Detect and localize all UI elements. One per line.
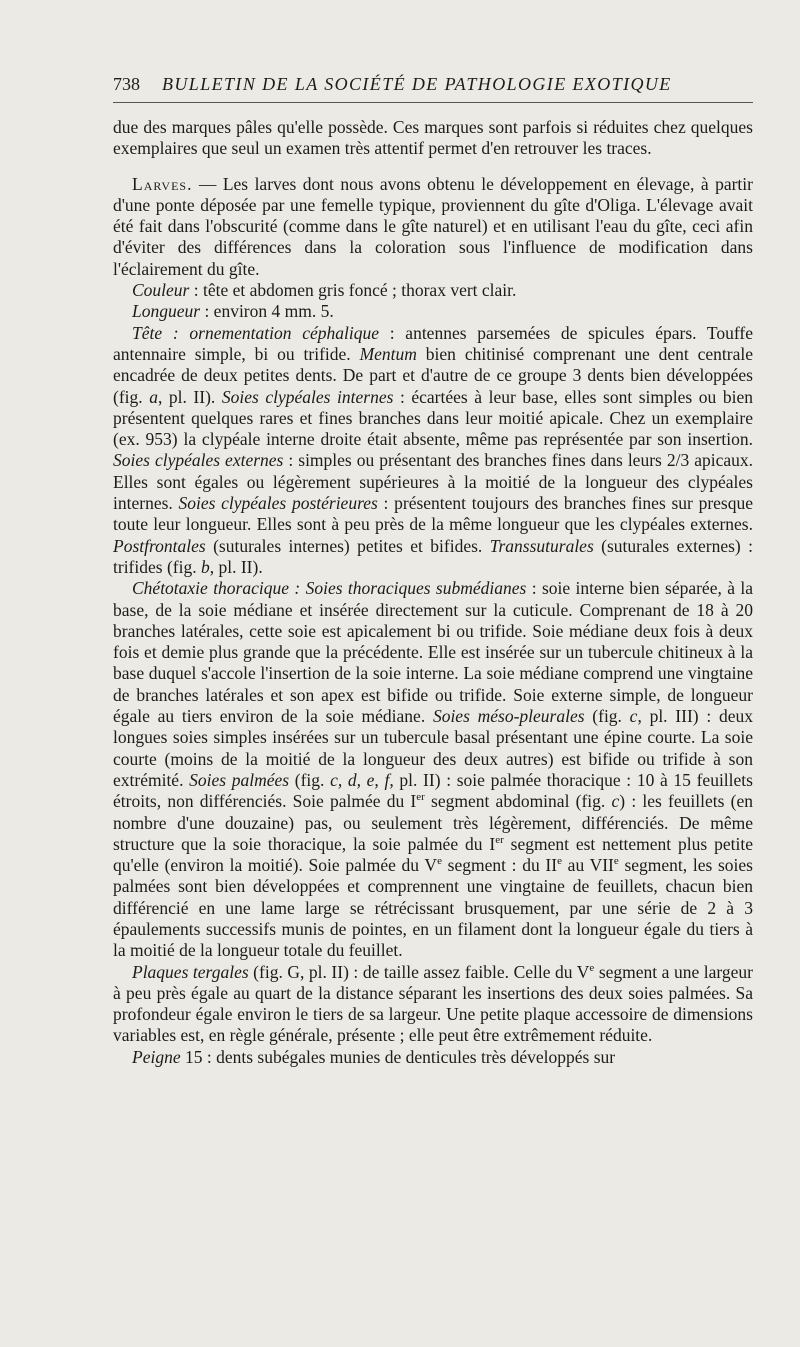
paragraph-continuation: due des marques pâles qu'elle possède. Ces marques sont parfois si réduites chez quelques exemplaires que seul un examen très attentif permet d'en retrouver les traces. [113, 117, 753, 159]
running-header [113, 74, 753, 95]
section-lead-larves: Larves. [132, 173, 193, 194]
paragraph-longueur: Longueur : environ 4 mm. 5. [132, 301, 334, 322]
page-number: 738 [113, 74, 140, 94]
article-body [113, 117, 753, 1068]
paragraph-peigne: Peigne 15 : dents subégales munies de denticules très développés sur [132, 1046, 616, 1067]
paragraph-tete: Tête : ornementation céphalique : antennes parsemées de spicules épars. Touffe antennaire simple, bi ou trifide. Mentum bien chitinisé comprenant une dent centrale encadrée de deux petites dents. De part et d'autre de ce groupe 3 dents bien développées (fig. a, pl. II). Soies clypéales internes : écartées à leur base, elles sont simples ou bien présentent quelques rares et fines branches dans leur moitié apicale. Chez un exemplaire (ex. 953) la clypéale interne droite était absente, même pas représentée par son insertion. Soies clypéales externes : simples ou présentant des branches fines dans leurs 2/3 apicaux. Elles sont égales ou légèrement supérieures à la moitié de la longueur des clypéales internes. Soies clypéales postérieures : présentent toujours des branches fines sur presque toute leur longueur. Elles sont à peu près de la même longueur que les clypéales externes. Postfrontales (suturales internes) petites et bifides. Transsuturales (suturales externes) : trifides (fig. b, pl. II). [113, 322, 754, 577]
header-rule [113, 102, 753, 103]
paragraph-chetotaxie: Chétotaxie thoracique : Soies thoraciques submédianes : soie interne bien séparée, à la base, de la soie médiane et insérée directement sur la cuticule. Comprenant de 18 à 20 branches latérales, cette soie est apicalement bi ou trifide. Soie médiane deux fois à deux fois et demie plus grande que la précédente. Elle est insérée sur un tubercule chitineux à la base duquel s'accole l'insertion de la soie interne. La soie médiane comprend une vingtaine de branches latérales et son apex est bifide ou trifide. Soie externe simple, de longueur égale au tiers environ de la soie médiane. Soies méso-pleurales (fig. c, pl. III) : deux longues soies simples insérées sur un tubercule basal présentant une épine courte. La soie courte (moins de la moitié de la longueur des deux autres) est bifide ou trifide à son extrémité. Soies palmées (fig. c, d, e, f, pl. II) : soie palmée thoracique : 10 à 15 feuillets étroits, non différenciés. Soie palmée du Ier segment abdominal (fig. c) : les feuillets (en nombre d'une douzaine) pas, ou seulement très légèrement, différenciés. De même structure que la soie thoracique, la soie palmée du Ier segment est nettement plus petite qu'elle (environ la moitié). Soie palmée du Ve segment : du IIe au VIIe segment, les soies palmées sont bien développées et comprennent une vingtaine de feuillets, chacun bien différencié en une lame large se rétrécissant brusquement, par une série de 2 à 3 épaulements successifs munis de pointes, en un filament dont la longueur égale du tiers à la moitié de la longueur totale du feuillet. [113, 578, 754, 961]
paragraph-plaques-tergales: Plaques tergales (fig. G, pl. II) : de taille assez faible. Celle du Ve segment a une largeur à peu près égale au quart de la distance séparant les insertions des deux soies palmées. Sa profondeur égale environ le tiers de sa largeur. Une petite plaque accessoire de dimensions variables est, en règle générale, présente ; elle peut être extrêmement réduite. [113, 961, 753, 1046]
paragraph-larves: Larves. — Les larves dont nous avons obtenu le développement en élevage, à partir d'une ponte déposée par une femelle typique, proviennent du gîte d'Oliga. L'élevage avait été fait dans l'obscurité (comme dans le gîte naturel) et en utilisant l'eau du gîte, ceci afin d'éviter des différences dans la coloration sous l'influence de modification dans l'éclairement du gîte. [113, 173, 753, 279]
paragraph-couleur: Couleur : tête et abdomen gris foncé ; thorax vert clair. [132, 280, 517, 301]
journal-title: BULLETIN DE LA SOCIÉTÉ DE PATHOLOGIE EXOTIQUE [162, 74, 672, 94]
